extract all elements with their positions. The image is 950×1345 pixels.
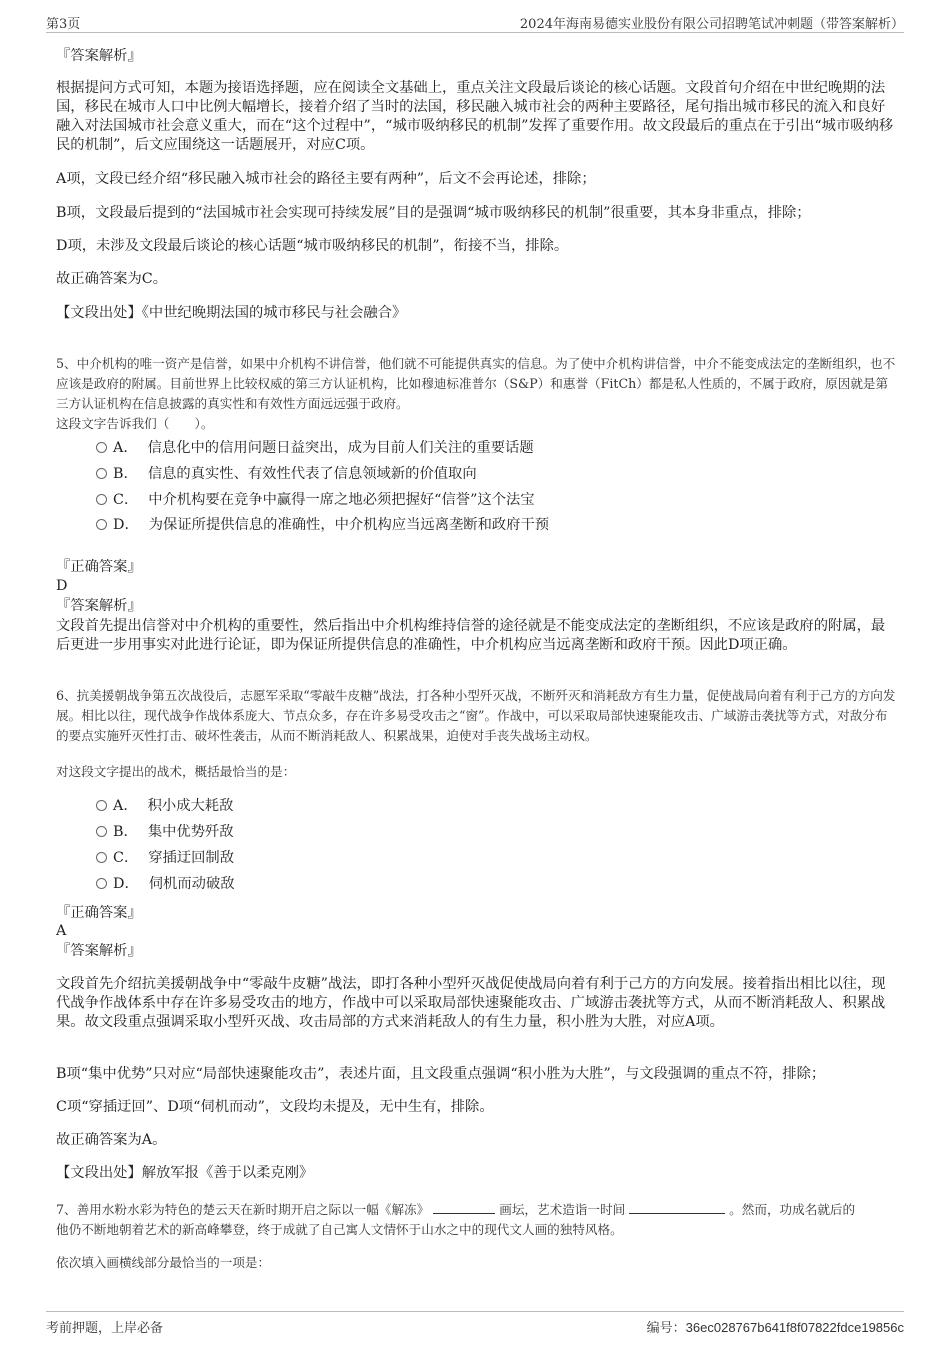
option-key: C． bbox=[113, 850, 139, 866]
option-text: 信息的真实性、有效性代表了信息领域新的价值取向 bbox=[147, 466, 477, 482]
q6-analysis-heading: 『答案解析』 bbox=[56, 943, 142, 959]
option-key: B． bbox=[113, 824, 138, 840]
page-number: 第3页 bbox=[46, 17, 81, 32]
q4-analysis-heading: 『答案解析』 bbox=[56, 48, 142, 64]
q7-stem-part2: 画坛，艺术造诣一时间 bbox=[499, 1202, 626, 1217]
document-code-label: 编号： bbox=[646, 1321, 686, 1336]
q7-prompt: 依次填入画横线部分最恰当的一项是： bbox=[56, 1255, 271, 1270]
option-key: B． bbox=[113, 466, 138, 482]
q6-prompt: 对这段文字提出的战术，概括最恰当的是： bbox=[56, 764, 296, 779]
q5-analysis-heading: 『答案解析』 bbox=[56, 598, 142, 614]
radio-button[interactable] bbox=[96, 878, 107, 889]
q5-prompt: 这段文字告诉我们（ ）。 bbox=[56, 416, 214, 431]
option-text: 信息化中的信用问题日益突出，成为目前人们关注的重要话题 bbox=[147, 440, 534, 456]
radio-button[interactable] bbox=[96, 468, 107, 479]
document-code bbox=[647, 1317, 904, 1336]
option-key: A． bbox=[113, 798, 138, 814]
q6-stem: 6、抗美援朝战争第五次战役后，志愿军采取“零敲牛皮糖”战法，打各种小型歼灭战，不断歼灭和消耗敌方有生力量，促使战局向着有利于己方的方向发展。相比以往，现代战争作战体系庞大、节点众多，存在许多易受攻击之“窗”。作战中，可以采取局部快速聚能攻击、广域游击袭扰等方式，对敌分布的要点实施歼灭性打击、破坏性袭击，从而不断消耗敌人、积累战果，迫使对手丧失战场主动权。 bbox=[56, 688, 896, 743]
radio-button[interactable] bbox=[96, 852, 107, 863]
q6-option-c[interactable] bbox=[96, 849, 234, 867]
option-key: D． bbox=[113, 517, 139, 533]
page-footer bbox=[46, 1311, 904, 1336]
option-text: 集中优势歼敌 bbox=[147, 824, 234, 840]
q5-option-d[interactable] bbox=[96, 516, 549, 534]
q6-option-a[interactable] bbox=[96, 797, 233, 815]
q5-answer-heading: 『正确答案』 bbox=[56, 559, 142, 575]
option-key: A． bbox=[113, 440, 138, 456]
q5-analysis-text: 文段首先提出信誉对中介机构的重要性，然后指出中介机构维持信誉的途径就是不能变成法定的垄断组织，不应该是政府的附属，最后更进一步用事实对此进行论证，即为保证所提供信息的准确性，中介机构应当远离垄断和政府干预。因此D项正确。 bbox=[56, 618, 886, 653]
radio-button[interactable] bbox=[96, 519, 107, 530]
option-text: 为保证所提供信息的准确性，中介机构应当远离垄断和政府干预 bbox=[148, 517, 550, 533]
radio-button[interactable] bbox=[96, 800, 107, 811]
q7-stem-line2: 他仍不断地朝着艺术的新高峰攀登，终于成就了自己寓人文情怀于山水之中的现代文人画的独特风格。 bbox=[56, 1222, 623, 1237]
q6-option-b[interactable] bbox=[96, 823, 234, 841]
q5-answer: D bbox=[56, 578, 68, 594]
q7-blank-2[interactable] bbox=[629, 1200, 725, 1214]
q7-stem-part3: 。然而，功成名就后的 bbox=[729, 1202, 856, 1217]
q6-option-cd-note: C项“穿插迂回”、D项“伺机而动”，文段均未提及，无中生有，排除。 bbox=[56, 1099, 494, 1115]
q4-conclusion: 故正确答案为C。 bbox=[56, 271, 168, 287]
q6-source: 【文段出处】解放军报《善于以柔克刚》 bbox=[56, 1165, 314, 1181]
q7-blank-1[interactable] bbox=[433, 1200, 495, 1214]
option-text: 穿插迂回制敌 bbox=[148, 850, 235, 866]
q5-option-a[interactable] bbox=[96, 439, 534, 457]
q4-option-d-note: D项，未涉及文段最后谈论的核心话题“城市吸纳移民的机制”，衔接不当，排除。 bbox=[56, 238, 569, 254]
q5-stem: 5、中介机构的唯一资产是信誉，如果中介机构不讲信誉，他们就不可能提供真实的信息。为了使中介机构讲信誉，中介不能变成法定的垄断组织，也不应该是政府的附属。目前世界上比较权威的第三方认证机构，比如穆迪标准普尔（S&P）和惠誉（FitCh）都是私人性质的，不属于政府，原因就是第三方认证机构在信息披露的真实性和有效性方面远远强于政府。 bbox=[56, 356, 896, 411]
q5-option-b[interactable] bbox=[96, 465, 477, 483]
radio-button[interactable] bbox=[96, 494, 107, 505]
q6-answer-heading: 『正确答案』 bbox=[56, 905, 142, 921]
page-header bbox=[46, 10, 904, 33]
q4-analysis-text: 根据提问方式可知，本题为接语选择题，应在阅读全文基础上，重点关注文段最后谈论的核心话题。文段首句介绍在中世纪晚期的法国，移民在城市人口中比例大幅增长，接着介绍了当时的法国，移民融入城市社会的两种主要路径，尾句指出城市移民的流入和良好融入对法国城市社会意义重大，而在“这个过程中”，“城市吸纳移民的机制”发挥了重要作用。故文段最后的重点在于引出“城市吸纳移民的机制”，后文应围绕这一话题展开，对应C项。 bbox=[56, 80, 894, 153]
q5-option-c[interactable] bbox=[96, 491, 535, 509]
document-code-value: 36ec028767b641f8f07822fdce19856c bbox=[685, 1320, 904, 1335]
q7-stem-part1: 7、善用水粉水彩为特色的楚云天在新时期开启之际以一幅《解冻》 bbox=[56, 1202, 430, 1217]
q4-source: 【文段出处】《中世纪晚期法国的城市移民与社会融合》 bbox=[56, 305, 407, 321]
q6-conclusion: 故正确答案为A。 bbox=[56, 1132, 167, 1148]
option-key: C． bbox=[113, 492, 139, 508]
footer-slogan: 考前押题，上岸必备 bbox=[46, 1321, 164, 1336]
option-text: 积小成大耗敌 bbox=[147, 798, 234, 814]
q6-analysis-text: 文段首先介绍抗美援朝战争中“零敲牛皮糖”战法，即打各种小型歼灭战促使战局向着有利于己方的方向发展。接着指出相比以往，现代战争作战体系中存在许多易受攻击的地方，作战中可以采取局部快速聚能攻击、广域游击袭扰等方式，从而不断消耗敌人、积累战果。故文段重点强调采取小型歼灭战、攻击局部的方式来消耗敌人的有生力量，积小胜为大胜，对应A项。 bbox=[56, 976, 886, 1030]
option-text: 中介机构要在竞争中赢得一席之地必须把握好“信誉”这个法宝 bbox=[148, 492, 535, 508]
document-title: 2024年海南易德实业股份有限公司招聘笔试冲刺题（带答案解析） bbox=[519, 17, 904, 32]
q4-option-b-note: B项，文段最后提到的“法国城市社会实现可持续发展”目的是强调“城市吸纳移民的机制”很重要，其本身非重点，排除； bbox=[56, 205, 811, 221]
q6-option-d[interactable] bbox=[96, 875, 235, 893]
option-text: 伺机而动破敌 bbox=[148, 876, 235, 892]
q6-option-b-note: B项“集中优势”只对应“局部快速聚能攻击”，表述片面，且文段重点强调“积小胜为大胜”，与文段强调的重点不符，排除； bbox=[56, 1066, 826, 1082]
option-key: D． bbox=[113, 876, 139, 892]
q4-option-a-note: A项，文段已经介绍“移民融入城市社会的路径主要有两种”，后文不会再论述，排除； bbox=[56, 171, 596, 187]
q7-stem-line1 bbox=[56, 1200, 896, 1220]
radio-button[interactable] bbox=[96, 442, 107, 453]
q6-answer: A bbox=[56, 923, 67, 939]
radio-button[interactable] bbox=[96, 826, 107, 837]
